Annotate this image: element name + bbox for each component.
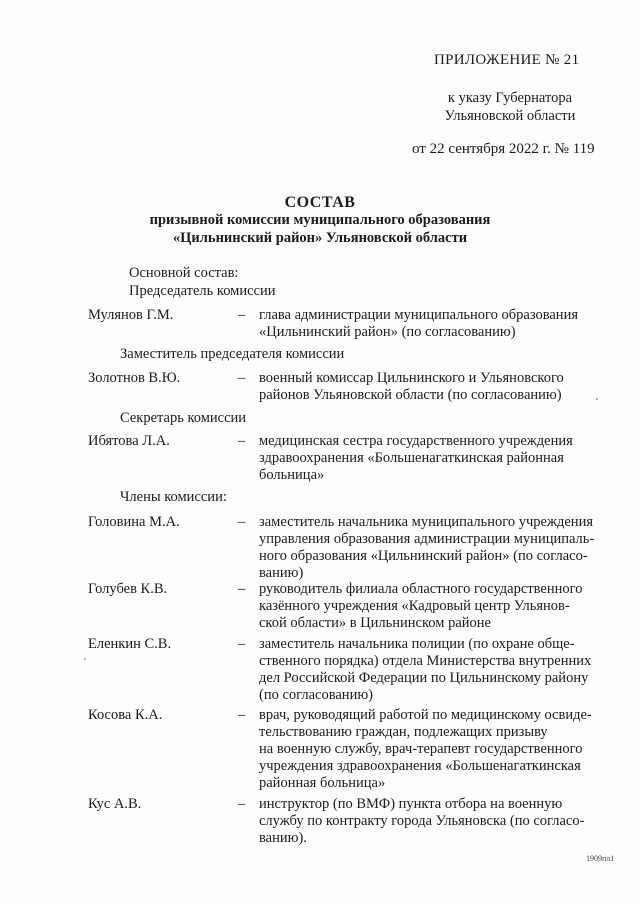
member-position [259,433,608,484]
document-code: 1909пл1 [586,854,615,863]
decree-line-1: к указу Губернатора [447,90,573,106]
position-line: учреждения здравоохранения «Большенагаткинская [259,758,581,774]
scan-speck [84,658,86,660]
position-line: районов Ульяновской области (по согласованию) [259,387,562,403]
section-main-composition: Основной состав: [129,265,239,281]
position-line: руководитель филиала областного государственного [259,581,583,597]
member-position [259,636,608,704]
document-title: СОСТАВ [284,194,356,211]
dash-separator: – [238,581,246,597]
dash-separator: – [238,370,246,386]
position-line: районная больница» [259,775,386,791]
dash-separator: – [238,433,246,449]
member-position [259,370,608,404]
position-line: ванию) [259,565,304,581]
member-position [259,307,608,341]
position-line: инструктор (по ВМФ) пункта отбора на военную [259,796,563,812]
member-position [259,707,608,792]
position-line: тельствованию граждан, подлежащих призыву [259,724,548,740]
member-name: Мулянов Г.М. [88,307,174,323]
position-line: заместитель начальника полиции (по охране обще- [259,636,575,652]
position-line: «Цильнинский район» (по согласованию) [259,324,516,340]
position-line: управления образования администрации муниципаль- [259,531,595,547]
position-line: (по согласованию) [259,687,373,703]
position-line: дел Российской Федерации по Цильнинскому району [259,670,589,686]
member-position [259,514,608,582]
position-line: здравоохранения «Большенагаткинская районная [259,450,564,466]
section-secretary: Секретарь комиссии [120,410,247,426]
position-line: службу по контракту города Ульяновска (по согласо- [259,813,585,829]
member-name: Голубев К.В. [88,581,168,597]
member-name: Кус А.В. [88,796,142,812]
position-line: врач, руководящий работой по медицинскому освиде- [259,707,592,723]
section-deputy-chair: Заместитель председателя комиссии [120,346,345,362]
position-line: ственного порядка) отдела Министерства внутренних [259,653,592,669]
member-position [259,581,608,632]
position-line: ного образования «Цильнинский район» (по согласо- [259,548,588,564]
document-subtitle-line-2: «Цильнинский район» Ульяновской области [172,230,468,246]
dash-separator: – [238,514,246,530]
position-line: на военную службу, врач-терапевт государственного [259,741,583,757]
decree-reference [410,89,610,125]
dash-separator: – [238,307,246,323]
dash-separator: – [238,796,246,812]
dash-separator: – [238,707,246,723]
decree-date: от 22 сентября 2022 г. № 119 [412,141,595,157]
appendix-number: ПРИЛОЖЕНИЕ № 21 [434,52,580,68]
member-name: Косова К.А. [88,707,163,723]
section-members: Члены комиссии: [120,489,227,505]
section-chair: Председатель комиссии [129,283,276,299]
dash-separator: – [238,636,246,652]
position-line: военный комиссар Цильнинского и Ульяновского [259,370,564,386]
document-subtitle-line-1: призывной комиссии муниципального образования [149,212,491,228]
member-name: Ибятова Л.А. [88,433,170,449]
member-name: Головина М.А. [88,514,180,530]
position-line: ванию). [259,830,307,846]
member-position [259,796,608,847]
member-name: Золотнов В.Ю. [88,370,181,386]
position-line: медицинская сестра государственного учреждения [259,433,573,449]
position-line: больница» [259,467,325,483]
position-line: глава администрации муниципального образования [259,307,578,323]
position-line: заместитель начальника муниципального учреждения [259,514,593,530]
position-line: ской области» в Цильнинском районе [259,615,491,631]
member-name: Еленкин С.В. [88,636,172,652]
scan-speck [596,398,598,400]
position-line: казённого учреждения «Кадровый центр Ульянов- [259,598,570,614]
decree-line-2: Ульяновской области [444,108,576,124]
